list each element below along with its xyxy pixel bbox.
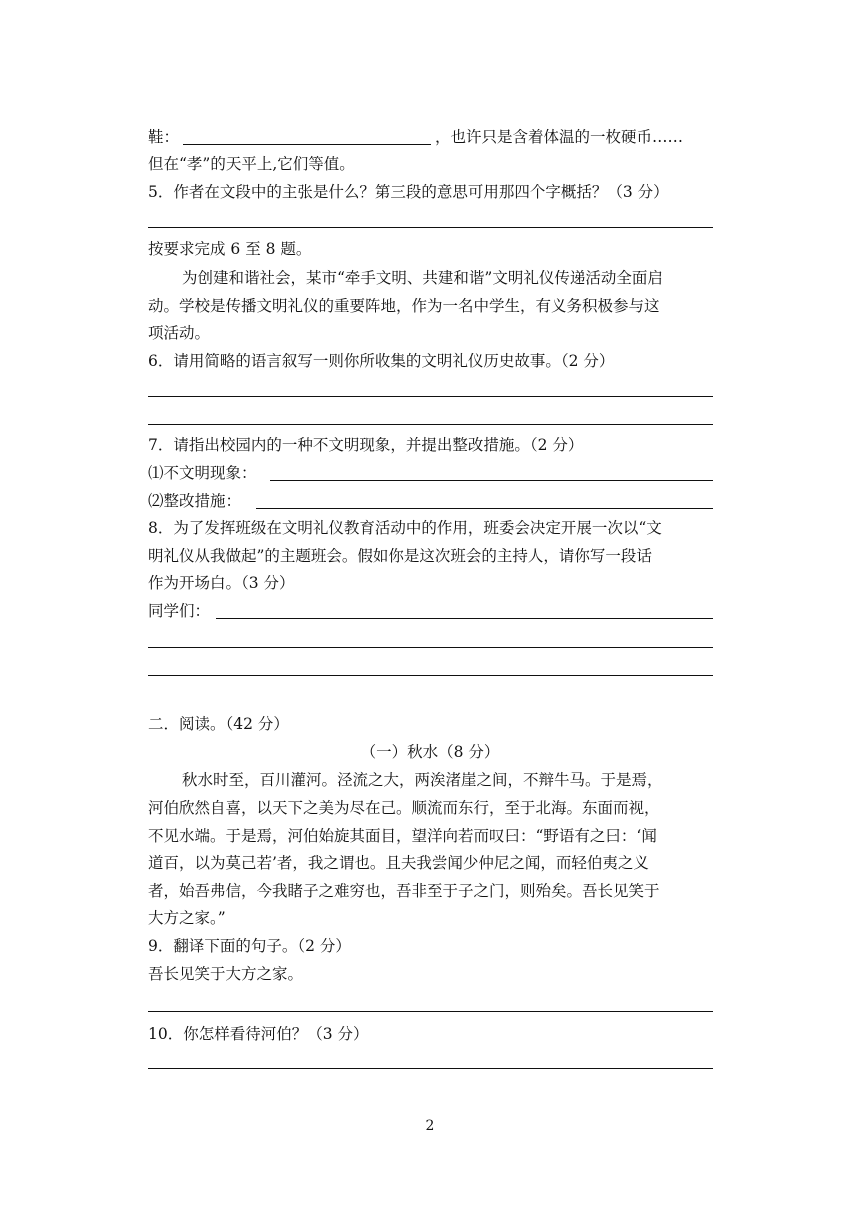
question-5: 5．作者在文段中的主张是什么？第三段的意思可用那四个字概括？（3 分） [148, 183, 669, 201]
question-8-line: 明礼仪从我做起”的主题班会。假如你是这次班会的主持人，请你写一段话 [148, 547, 652, 565]
paragraph-line: 为创建和谐社会，某市“牵手文明、共建和谐”文明礼仪传递活动全面启 [182, 269, 663, 287]
text-line: 但在“孝”的天平上,它们等值。 [148, 155, 355, 173]
answer-line[interactable] [148, 227, 713, 228]
answer-blank[interactable] [183, 128, 431, 145]
question-8-line: 作为开场白。（3 分） [148, 574, 295, 592]
answer-line[interactable] [256, 508, 713, 509]
text-line [148, 127, 713, 147]
sub-label: ⑵整改措施： [148, 492, 242, 510]
passage-line: 道百，以为莫己若’者，我之谓也。且夫我尝闻少仲尼之闻，而轻伯夷之义 [148, 854, 649, 872]
passage-line: 秋水时至，百川灌河。泾流之大，两涘渚崖之间，不辩牛马。于是焉， [182, 771, 663, 789]
greeting-line [148, 601, 713, 621]
answer-line[interactable] [148, 1068, 713, 1069]
answer-line[interactable] [148, 647, 713, 648]
text-fragment: ，也许只是含着体温的一枚硬币…… [435, 128, 684, 146]
question-9: 9．翻译下面的句子。（2 分） [148, 937, 351, 955]
greeting-label: 同学们： [148, 602, 211, 620]
answer-line[interactable] [148, 396, 713, 397]
page-number: 2 [425, 1118, 435, 1134]
answer-line[interactable] [148, 1011, 713, 1012]
passage-line: 不见水端。于是焉，河伯始旋其面目，望洋向若而叹曰：“野语有之曰：‘闻 [148, 827, 657, 845]
passage-title: （一）秋水（8 分） [360, 743, 500, 761]
question-9-sentence: 吾长见笑于大方之家。 [148, 965, 304, 983]
question-7-part-2 [148, 491, 713, 511]
answer-line[interactable] [148, 675, 713, 676]
question-6: 6．请用简略的语言叙写一则你所收集的文明礼仪历史故事。（2 分） [148, 352, 615, 370]
question-10: 10．你怎样看待河伯？（3 分） [148, 1025, 369, 1043]
answer-line[interactable] [270, 480, 713, 481]
passage-line: 大方之家。” [148, 909, 226, 927]
passage-line: 河伯欣然自喜，以天下之美为尽在己。顺流而东行，至于北海。东面而视， [148, 799, 660, 817]
question-7: 7．请指出校园内的一种不文明现象，并提出整改措施。（2 分） [148, 436, 584, 454]
text-fragment: 鞋： [148, 128, 180, 146]
section-heading: 二．阅读。（42 分） [148, 715, 289, 733]
passage-line: 者，始吾弗信，今我睹子之难穷也，吾非至于子之门，则殆矣。吾长见笑于 [148, 882, 660, 900]
question-7-part-1 [148, 463, 713, 483]
answer-line[interactable] [148, 424, 713, 425]
paragraph-line: 动。学校是传播文明礼仪的重要阵地，作为一名中学生，有义务积极参与这 [148, 297, 660, 315]
instruction: 按要求完成 6 至 8 题。 [148, 240, 312, 258]
answer-line[interactable] [216, 618, 713, 619]
question-8: 8．为了发挥班级在文明礼仪教育活动中的作用，班委会决定开展一次以“文 [148, 519, 662, 537]
paragraph-line: 项活动。 [148, 324, 211, 342]
sub-label: ⑴不文明现象： [148, 464, 257, 482]
